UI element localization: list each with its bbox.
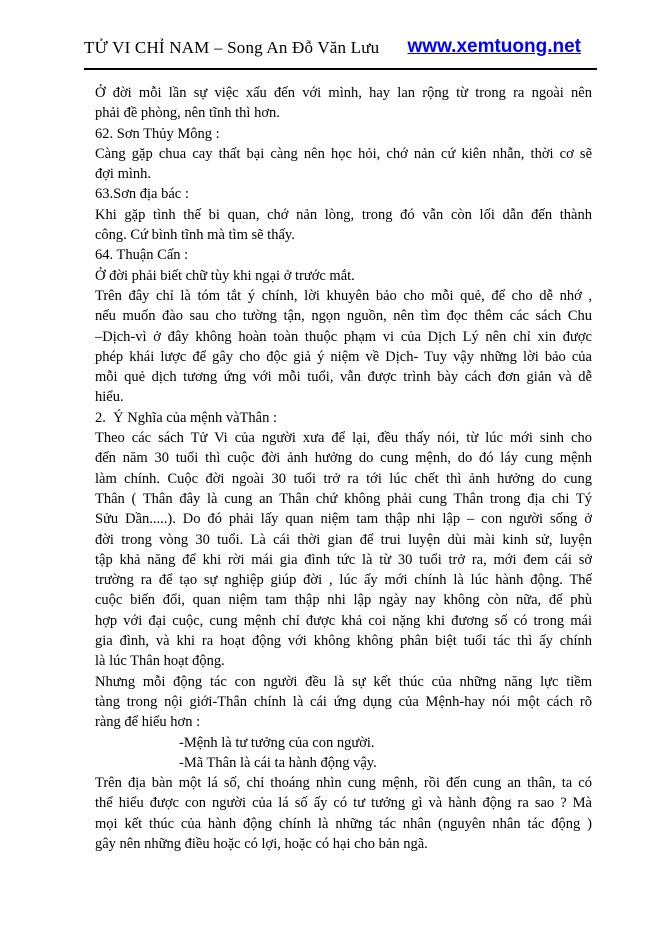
text-line: –Dịch-vì ở đây không hoàn toàn thuộc phạm vi của Dịch Lý nên chỉ xin được <box>95 328 592 345</box>
page-title: TỬ VI CHỈ NAM – Song An Đỗ Văn Lưu <box>84 38 380 57</box>
text-line: đến năm 30 tuổi thì cuộc đời ảnh hưởng do cung mệnh, do đó láy cung mệnh <box>95 450 592 467</box>
text-line: 63.Sơn địa bác : <box>95 186 189 203</box>
text-line: Nhưng mỗi động tác con người đều là sự kết thúc của những năng lực tiềm <box>95 673 592 690</box>
text-line: đời trong vòng 30 tuổi. Là cái thời gian để trui luyện dùi mài kinh sử, luyện <box>95 531 592 548</box>
text-line: làm chính. Cuộc đời ngoài 30 tuổi trở ra tới lúc chết thì ảnh hưởng do cung <box>95 470 592 487</box>
header-divider <box>84 68 597 70</box>
text-line: -Mệnh là tư tưởng của con người. <box>179 734 375 751</box>
website-link[interactable]: www.xemtuong.net <box>407 36 581 57</box>
text-line: Theo các sách Tử Vi của người xưa để lại, đều thấy nói, từ lúc mới sinh cho <box>95 430 592 447</box>
text-line: 2. Ý Nghĩa của mệnh vàThân : <box>95 409 278 426</box>
text-line: công. Cứ bình tĩnh mà tìm sẽ thấy. <box>95 227 295 244</box>
text-line: gia đình, và khi ra hoạt động với không không phân biệt tuổi tác thì ấy chính <box>95 633 592 650</box>
text-line: cuộc biến đổi, quan niệm tam thập nhi lập ngày nay không còn nữa, để phù <box>95 592 592 609</box>
text-line: gây nên những điều hoặc có lợi, hoặc có hại cho bản ngã. <box>95 835 428 852</box>
text-line: mỗi quẻ dịch tương ứng với mỗi tuổi, vẫn được trình bày cách đơn giản và dễ <box>95 369 592 386</box>
text-line: Trên đây chỉ là tóm tắt ý chính, lời khuyên bảo cho mỗi quẻ, để cho dễ nhớ , <box>95 287 592 304</box>
text-line: phép khái lược để gây cho độc giả ý niệm về Dịch- Tuy vậy những lời bảo của <box>95 348 592 365</box>
text-line: tàng trong nội giới-Thân chính là cái ứng dụng của Mệnh-hay nói một cách rõ <box>95 693 592 710</box>
text-line: thể hiểu được con người của lá số ấy có tư tưởng gì và hành động ra sao ? Mà <box>95 795 592 812</box>
text-line: 62. Sơn Thủy Mông : <box>95 125 220 142</box>
text-line: ràng để hiểu hơn : <box>95 714 201 731</box>
text-line: tập khả năng để khi rời mái gia đình tức là từ 30 tuổi trở ra, mới đem cái sở <box>95 551 592 568</box>
text-line: phải đề phòng, nên tĩnh thì hơn. <box>95 105 280 122</box>
text-line: Trên địa bàn một lá số, chỉ thoáng nhìn cung mệnh, rồi đến cung an thân, ta có <box>95 775 592 792</box>
text-line: Khi gặp tình thế bi quan, chớ nản lòng, trong đó vẫn còn lối dẫn đến thành <box>95 206 592 223</box>
text-line: 64. Thuận Cấn : <box>95 247 189 264</box>
body-text <box>95 83 592 854</box>
text-line: hợp với đại cuộc, cung mệnh chỉ được khả coi nặng khi đương số có trong mái <box>95 612 592 629</box>
text-line: hiểu. <box>95 389 124 406</box>
text-line: đợi mình. <box>95 166 152 183</box>
text-line: Càng gặp chua cay thất bại càng nên học hỏi, chớ nản cứ kiên nhẫn, thời cơ sẽ <box>95 145 592 162</box>
body-lines <box>95 83 592 854</box>
text-line: Sửu Dần.....). Do đó phải lấy quan niệm tam thập nhi lập – con người sống ở <box>95 511 592 528</box>
text-line: Ở đời phải biết chữ tùy khi ngại ở trước mắt. <box>95 267 355 284</box>
text-line: mọi kết thúc của hành động chính là những tác nhân (nguyên nhân tác động ) <box>95 815 592 832</box>
text-line: nếu muốn đào sau cho tường tận, ngọn nguồn, nên tìm đọc thêm các sách Chu <box>95 308 592 325</box>
text-line: Ở đời mỗi lần sự việc xấu đến với mình, hay lan rộng từ trong ra ngoài nên <box>95 85 592 101</box>
text-line: -Mã Thân là cái ta hành động vậy. <box>179 754 377 771</box>
text-line: trường ra để tạo sự nghiệp giúp đời , lúc ấy mới chính là lúc hành động. Thế <box>95 572 592 589</box>
text-line: Thân ( Thân đây là cung an Thân chứ không phải cung Thân trong địa chi Tý <box>95 490 592 507</box>
text-line: là lúc Thân hoạt động. <box>95 653 225 670</box>
